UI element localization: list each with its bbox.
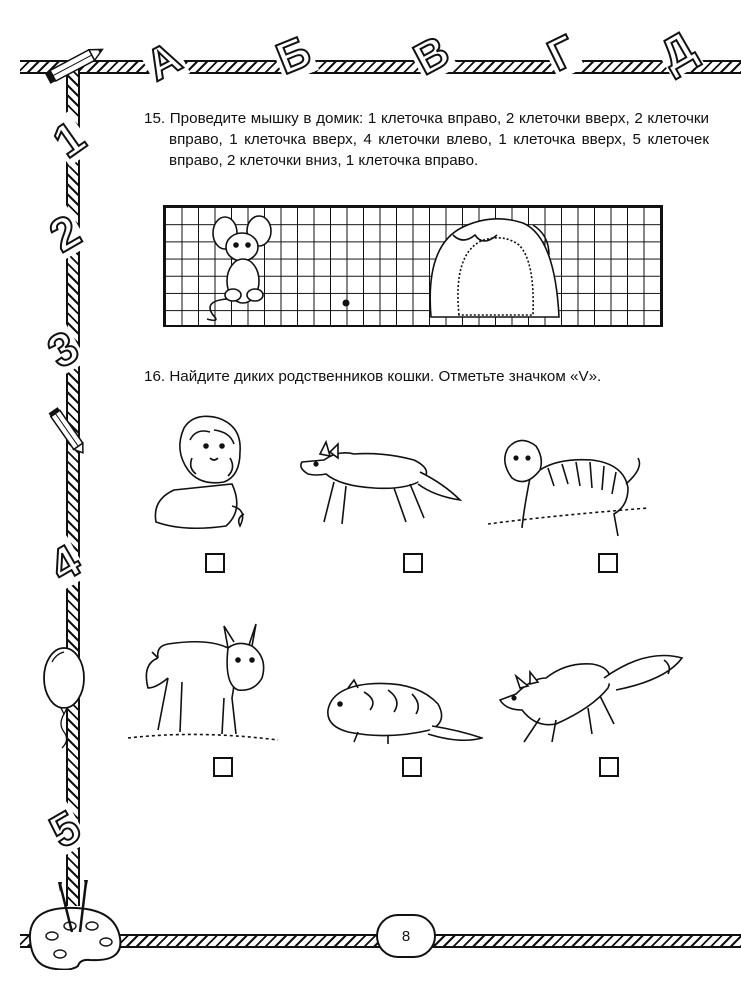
mouse-icon (207, 216, 271, 320)
pencil-top-icon (40, 44, 110, 84)
side-digit-5: 5 (40, 800, 89, 858)
lion-image (144, 410, 264, 530)
task-15-text: 15. Проведите мышку в домик: 1 клеточка вправо, 2 клеточки вверх, 2 клеточки вправо, 1 клеточка вверх, 4 клеточки влево, 1 клеточка вверх, 5 клеточек вправо, 2 клеточки вниз, 1 клеточка вправо. (144, 110, 709, 169)
pencil-side-icon (42, 396, 92, 466)
balloon-icon (40, 640, 90, 750)
lynx-checkbox[interactable] (213, 757, 233, 777)
lynx-image (128, 618, 278, 748)
top-border-rail (20, 60, 741, 74)
beaver-image (318, 670, 483, 750)
page-number: 8 (376, 914, 436, 958)
mouse-house-icon (430, 219, 559, 317)
tiger-checkbox[interactable] (598, 553, 618, 573)
side-digit-2: 2 (40, 204, 89, 262)
header-letter-g: Г (540, 26, 585, 82)
paint-palette-icon (20, 880, 130, 970)
fox-image (496, 638, 686, 748)
wolf-image (294, 430, 464, 530)
task-16-text: 16. Найдите диких родственников кошки. Отметьте значком «V». (144, 368, 602, 385)
start-point-dot (343, 300, 350, 307)
side-digit-4: 4 (40, 534, 89, 592)
header-letter-b: Б (269, 26, 318, 85)
grid-pictures (163, 205, 663, 327)
fox-checkbox[interactable] (599, 757, 619, 777)
header-letter-a: А (138, 32, 190, 91)
wolf-checkbox[interactable] (403, 553, 423, 573)
left-border-rail (66, 66, 80, 906)
header-letter-d: Д (651, 22, 704, 81)
beaver-checkbox[interactable] (402, 757, 422, 777)
tiger-image (488, 428, 648, 538)
lion-checkbox[interactable] (205, 553, 225, 573)
side-digit-3: 3 (38, 320, 87, 378)
header-letter-v: В (406, 26, 458, 85)
side-digit-1: 1 (43, 110, 95, 168)
